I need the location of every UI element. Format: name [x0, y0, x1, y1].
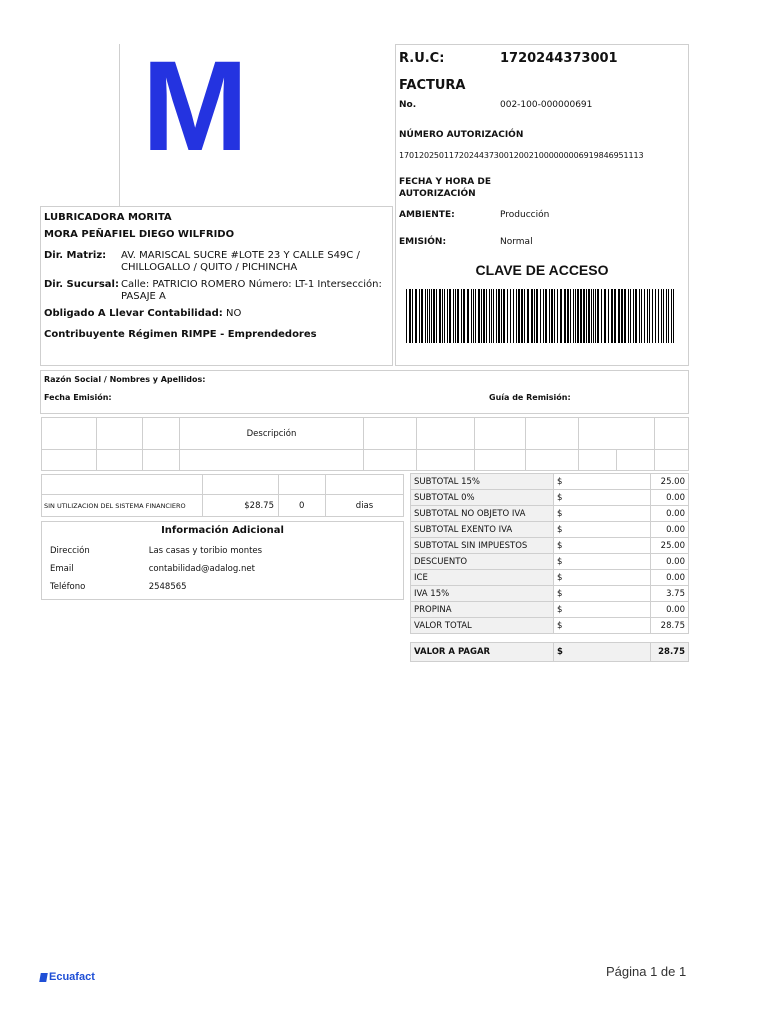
payment-term: 0 [279, 495, 326, 517]
emision-label: EMISIÓN: [399, 237, 447, 247]
col-header-empty [42, 418, 97, 450]
totals-currency: $ [554, 602, 651, 618]
totals-row [411, 522, 689, 538]
totals-label: ICE [411, 570, 554, 586]
totals-currency: $ [554, 554, 651, 570]
totals-value: 0.00 [651, 570, 689, 586]
ambiente-label: AMBIENTE: [399, 210, 455, 220]
col-header-empty [526, 418, 579, 450]
cell [143, 450, 180, 471]
cell [42, 450, 97, 471]
col-header-empty [364, 418, 417, 450]
company-logo [140, 35, 250, 178]
additional-label: Dirección [50, 546, 90, 556]
totals-label: SUBTOTAL SIN IMPUESTOS [411, 538, 554, 554]
razon-social-label: Razón Social / Nombres y Apellidos: [44, 375, 206, 384]
additional-row [50, 582, 390, 600]
cell [180, 450, 364, 471]
cell [526, 450, 579, 471]
guia-remision-label: Guía de Remisión: [489, 393, 571, 402]
totals-value: 0.00 [651, 602, 689, 618]
totals-value: 3.75 [651, 586, 689, 602]
totals-row [411, 586, 689, 602]
access-key-title: CLAVE DE ACCESO [475, 262, 609, 278]
sucursal-label: Dir. Sucursal: [44, 279, 119, 290]
items-header-row [42, 418, 689, 450]
totals-currency: $ [554, 506, 651, 522]
additional-row [50, 546, 390, 564]
invoice-number-label: No. [399, 100, 417, 110]
cell [42, 475, 203, 495]
document-type: FACTURA [399, 78, 466, 93]
sucursal-address-line2: PASAJE A [121, 291, 166, 302]
totals-row [411, 474, 689, 490]
totals-value: 0.00 [651, 554, 689, 570]
cell [417, 450, 475, 471]
items-empty-row [42, 450, 689, 471]
issuer-legal-name: MORA PEÑAFIEL DIEGO WILFRIDO [44, 229, 235, 240]
pay-total-table [410, 642, 689, 662]
totals-currency: $ [554, 586, 651, 602]
totals-table [410, 473, 689, 634]
ecuafact-logo-icon [39, 973, 48, 982]
totals-label: IVA 15% [411, 586, 554, 602]
totals-value: 0.00 [651, 522, 689, 538]
cell [279, 475, 326, 495]
col-header-empty [417, 418, 475, 450]
additional-info-title: Información Adicional [161, 525, 284, 536]
totals-label: SUBTOTAL EXENTO IVA [411, 522, 554, 538]
totals-label: DESCUENTO [411, 554, 554, 570]
payment-table [41, 474, 404, 517]
col-header-empty [655, 418, 689, 450]
totals-value: 25.00 [651, 538, 689, 554]
cell [475, 450, 526, 471]
totals-currency: $ [554, 570, 651, 586]
cell [203, 475, 279, 495]
pay-total-label: VALOR A PAGAR [411, 643, 554, 662]
cell [655, 450, 689, 471]
totals-row [411, 538, 689, 554]
cell [326, 475, 404, 495]
totals-currency: $ [554, 618, 651, 634]
footer-brand [40, 971, 95, 983]
matriz-address-line1: AV. MARISCAL SUCRE #LOTE 23 Y CALLE S49C / [121, 250, 360, 261]
totals-value: 0.00 [651, 490, 689, 506]
cell [364, 450, 417, 471]
col-header-empty [475, 418, 526, 450]
totals-label: VALOR TOTAL [411, 618, 554, 634]
col-header-empty [143, 418, 180, 450]
payment-row [42, 495, 404, 517]
totals-row [411, 618, 689, 634]
matriz-address-line2: CHILLOGALLO / QUITO / PICHINCHA [121, 262, 298, 273]
payment-amount: $28.75 [203, 495, 279, 517]
additional-info-rows [50, 546, 390, 600]
payment-method: SIN UTILIZACION DEL SISTEMA FINANCIERO [42, 495, 203, 517]
authorization-number: 1701202501172024437300120021000000006919846951113 [399, 151, 644, 160]
totals-row [411, 602, 689, 618]
col-header-descripcion: Descripción [180, 418, 364, 450]
totals-row [411, 554, 689, 570]
totals-value: 25.00 [651, 474, 689, 490]
emision-value: Normal [500, 237, 533, 247]
logo-letter: M [141, 35, 249, 178]
contabilidad-label: Obligado A Llevar Contabilidad: [44, 308, 223, 319]
col-header-empty [97, 418, 143, 450]
invoice-number: 002-100-000000691 [500, 100, 593, 110]
ruc-value: 1720244373001 [500, 51, 618, 66]
totals-currency: $ [554, 490, 651, 506]
additional-label: Teléfono [50, 582, 86, 592]
totals-label: SUBTOTAL 0% [411, 490, 554, 506]
additional-value: Las casas y toribio montes [148, 546, 263, 556]
sucursal-address-line1: Calle: PATRICIO ROMERO Número: LT-1 Intersección: [121, 279, 382, 290]
totals-row [411, 570, 689, 586]
cell [579, 450, 655, 471]
col-header-empty [579, 418, 655, 450]
payment-unit: dias [326, 495, 404, 517]
additional-label: Email [50, 564, 74, 574]
contabilidad-line [44, 308, 241, 319]
authorization-label: NÚMERO AUTORIZACIÓN [399, 130, 524, 140]
contabilidad-value: NO [225, 308, 242, 319]
cell [97, 450, 143, 471]
ruc-label: R.U.C: [399, 51, 445, 66]
footer-brand-name: Ecuafact [49, 971, 95, 983]
pay-total-row [411, 643, 689, 662]
totals-currency: $ [554, 522, 651, 538]
totals-label: SUBTOTAL 15% [411, 474, 554, 490]
ambiente-value: Producción [500, 210, 550, 220]
pay-total-currency: $ [554, 643, 651, 662]
totals-row [411, 490, 689, 506]
payment-header-row [42, 475, 404, 495]
barcode-image [406, 289, 678, 343]
totals-label: PROPINA [411, 602, 554, 618]
items-table [41, 417, 689, 471]
additional-value: 2548565 [148, 582, 187, 592]
totals-row [411, 506, 689, 522]
issuer-trade-name: LUBRICADORA MORITA [44, 212, 172, 223]
pay-total-value: 28.75 [651, 643, 689, 662]
totals-value: 0.00 [651, 506, 689, 522]
authorization-date-label: FECHA Y HORA DE AUTORIZACIÓN [399, 177, 492, 199]
regimen-text: Contribuyente Régimen RIMPE - Emprendedores [44, 329, 317, 340]
fecha-emision-label: Fecha Emisión: [44, 393, 112, 402]
totals-currency: $ [554, 538, 651, 554]
page-number: Página 1 de 1 [606, 964, 687, 979]
totals-value: 28.75 [651, 618, 689, 634]
additional-value: contabilidad@adalog.net [148, 564, 255, 574]
matriz-label: Dir. Matriz: [44, 250, 107, 261]
totals-currency: $ [554, 474, 651, 490]
additional-row [50, 564, 390, 582]
totals-label: SUBTOTAL NO OBJETO IVA [411, 506, 554, 522]
